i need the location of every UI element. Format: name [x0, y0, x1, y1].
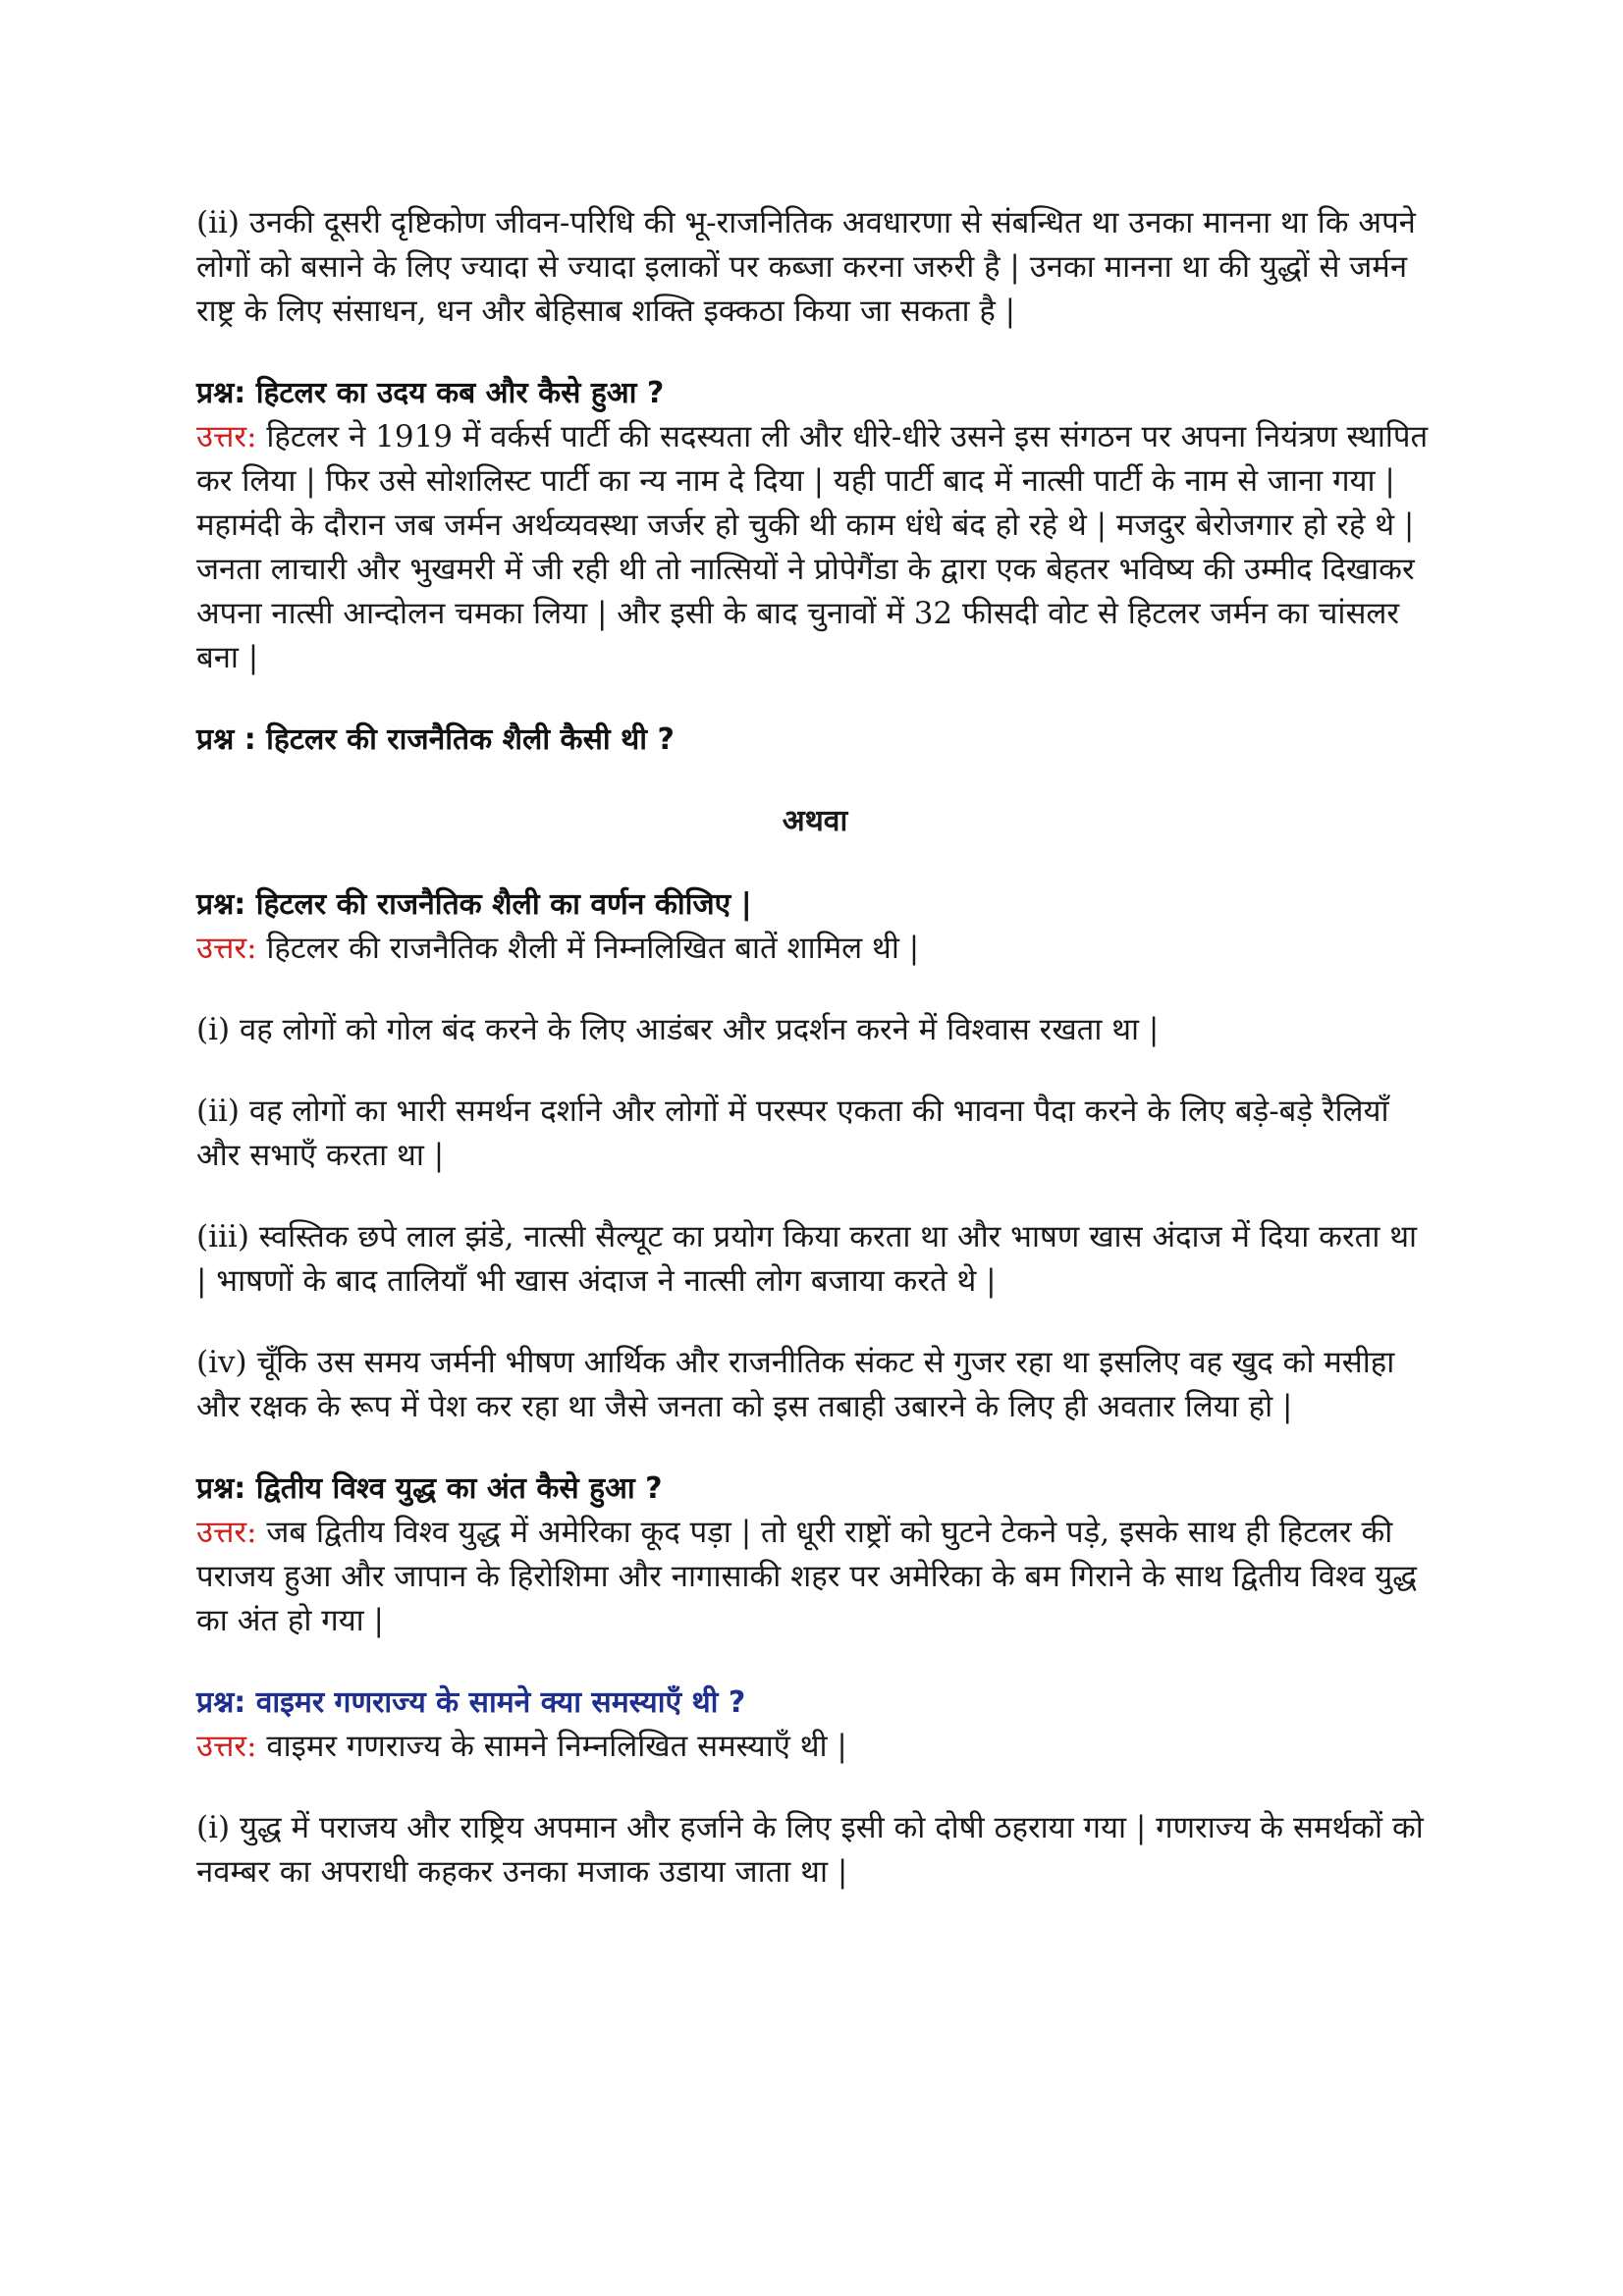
qa-hitler-rise [196, 371, 1434, 680]
list-item: (ii) वह लोगों का भारी समर्थन दर्शाने और लोगों में परस्पर एकता की भावना पैदा करने के लिए बड़े-बड़े रैलियाँ और सभाएँ करता था | [196, 1094, 1389, 1173]
answer-ww2-end [196, 1511, 1434, 1643]
answer-weimar [196, 1725, 1434, 1769]
answer-hitler-style [196, 927, 1434, 971]
answer-label: उत्तर: [196, 931, 257, 966]
answer-text: वाइमर गणराज्य के सामने निम्नलिखित समस्याएँ थी | [256, 1729, 847, 1764]
list-item: (iii) स्वस्तिक छपे लाल झंडे, नात्सी सैल्यूट का प्रयोग किया करता था और भाषण खास अंदाज में दिया करता था | भाषणों के बाद तालियाँ भी खास अंदाज ने नात्सी लोग बजाया करते थे | [196, 1219, 1418, 1299]
list-item: (i) युद्ध में पराजय और राष्ट्रिय अपमान और हर्जाने के लिए इसी को दोषी ठहराया गया | गणराज्य के समर्थकों को नवम्बर का अपराधी कहकर उनका मजाक उडाया जाता था | [196, 1810, 1424, 1890]
or-heading: अथवा [782, 804, 848, 838]
answer-label: उत्तर: [196, 1729, 257, 1764]
qa-hitler-style [196, 718, 1434, 1429]
question-hitler-style-alt: प्रश्न: हिटलर की राजनैतिक शैली का वर्णन कीजिए | [196, 887, 752, 922]
question-ww2-end: प्रश्न: द्वितीय विश्व युद्ध का अंत कैसे हुआ ? [196, 1471, 663, 1506]
answer-label: उत्तर: [196, 419, 257, 454]
answer-label: उत्तर: [196, 1515, 257, 1550]
qa-weimar [196, 1681, 1434, 1895]
answer-text: हिटलर ने 1919 में वर्कर्स पार्टी की सदस्यता ली और धीरे-धीरे उसने इस संगठन पर अपना नियंत्रण स्थापित कर लिया | फिर उसे सोशलिस्ट पार्टी का न्य नाम दे दिया | यही पार्टी बाद में नात्सी पार्टी के नाम से जाना गया | महामंदी के दौरान जब जर्मन अर्थव्यवस्था जर्जर हो चुकी थी काम धंधे बंद हो रहे थे | मजदुर बेरोजगार हो रहे थे | जनता लाचारी और भुखमरी में जी रही थी तो नात्सियों ने प्रोपेगैंडा के द्वारा एक बेहतर भविष्य की उम्मीद दिखाकर अपना नात्सी आन्दोलन चमका लिया | और इसी के बाद चुनावों में 32 फीसदी वोट से हिटलर जर्मन का चांसलर बना | [196, 419, 1429, 675]
question-weimar: प्रश्न: वाइमर गणराज्य के सामने क्या समस्याएँ थी ? [196, 1685, 746, 1720]
answer-text: जब द्वितीय विश्व युद्ध में अमेरिका कूद पड़ा | तो धूरी राष्ट्रों को घुटने टेकने पड़े, इसके साथ ही हिटलर की पराजय हुआ और जापान के हिरोशिमा और नागासाकी शहर पर अमेरिका के बम गिराने के साथ द्वितीय विश्व युद्ध का अंत हो गया | [196, 1515, 1417, 1638]
answer-text: हिटलर की राजनैतिक शैली में निम्नलिखित बातें शामिल थी | [256, 931, 920, 966]
question-hitler-style: प्रश्न : हिटलर की राजनैतिक शैली कैसी थी ? [196, 722, 675, 757]
document-page [196, 201, 1434, 1932]
list-item: (iv) चूँकि उस समय जर्मनी भीषण आर्थिक और राजनीतिक संकट से गुजर रहा था इसलिए वह खुद को मसीहा और रक्षक के रूप में पेश कर रहा था जैसे जनता को इस तबाही उबारने के लिए ही अवतार लिया हो | [196, 1345, 1395, 1424]
question-hitler-rise: प्रश्न: हिटलर का उदय कब और कैसे हुआ ? [196, 376, 665, 410]
intro-point: (ii) उनकी दूसरी दृष्टिकोण जीवन-परिधि की भू-राजनितिक अवधारणा से संबन्धित था उनका मानना था कि अपने लोगों को बसाने के लिए ज्यादा से ज्यादा इलाकों पर कब्जा करना जरुरी है | उनका मानना था की युद्धों से जर्मन राष्ट्र के लिए संसाधन, धन और बेहिसाब शक्ति इक्कठा किया जा सकता है | [196, 205, 1416, 329]
qa-ww2-end [196, 1467, 1434, 1643]
answer-hitler-rise [196, 415, 1434, 680]
list-item: (i) वह लोगों को गोल बंद करने के लिए आडंबर और प्रदर्शन करने में विश्वास रखता था | [196, 1012, 1160, 1047]
